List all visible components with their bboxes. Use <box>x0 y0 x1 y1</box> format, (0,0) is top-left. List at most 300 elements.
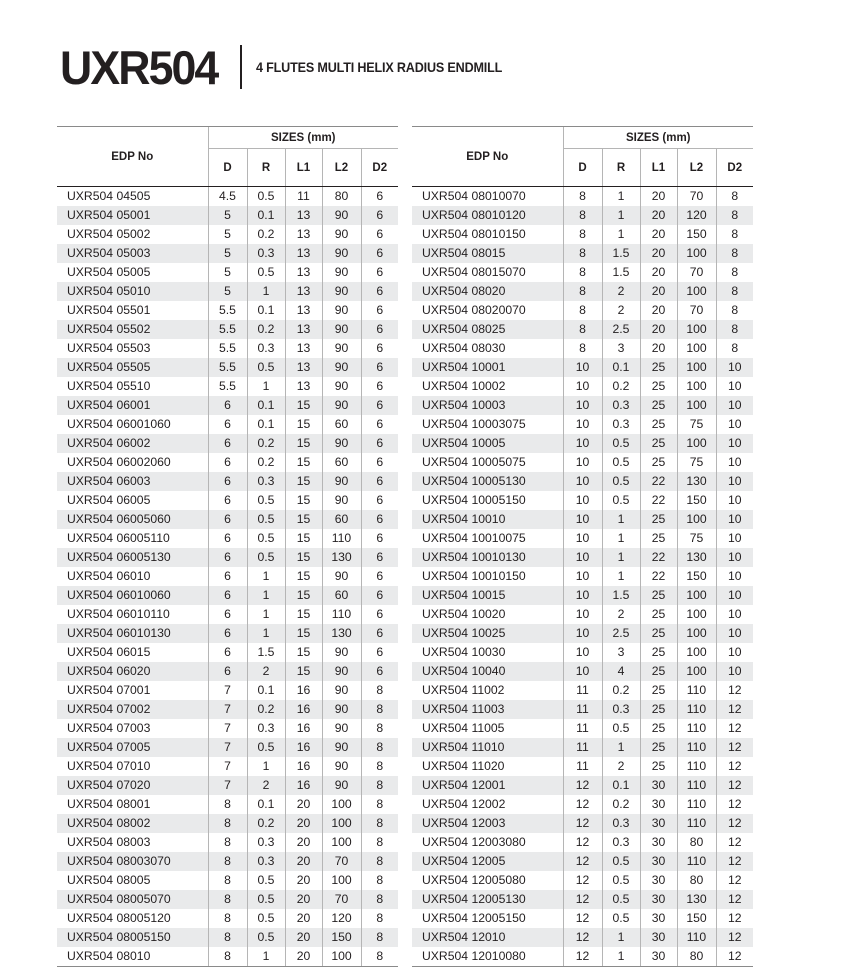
cell-l1: 25 <box>640 415 677 434</box>
cell-l1: 25 <box>640 700 677 719</box>
cell-l1: 13 <box>285 377 322 396</box>
cell-r: 0.3 <box>602 700 640 719</box>
cell-r: 1 <box>247 605 285 624</box>
cell-d2: 12 <box>716 909 753 928</box>
cell-d2: 12 <box>716 852 753 871</box>
cell-l2: 90 <box>322 434 361 453</box>
cell-l1: 30 <box>640 833 677 852</box>
cell-l1: 20 <box>640 320 677 339</box>
cell-d2: 6 <box>361 491 398 510</box>
cell-d: 5.5 <box>208 377 247 396</box>
table-row <box>57 453 398 472</box>
cell-d2: 6 <box>361 548 398 567</box>
cell-edp: UXR504 05003 <box>57 244 208 263</box>
table-row <box>412 187 753 207</box>
cell-d: 8 <box>563 282 602 301</box>
cell-l1: 20 <box>285 852 322 871</box>
cell-r: 0.2 <box>247 814 285 833</box>
cell-d: 8 <box>563 339 602 358</box>
cell-d: 6 <box>208 491 247 510</box>
table-row <box>412 510 753 529</box>
cell-d2: 8 <box>361 814 398 833</box>
cell-l2: 100 <box>677 624 716 643</box>
cell-l2: 90 <box>322 282 361 301</box>
cell-l2: 100 <box>677 643 716 662</box>
cell-r: 0.1 <box>247 206 285 225</box>
cell-l2: 70 <box>322 890 361 909</box>
table-row <box>412 491 753 510</box>
cell-d: 6 <box>208 567 247 586</box>
cell-d2: 6 <box>361 244 398 263</box>
table-row <box>57 339 398 358</box>
cell-edp: UXR504 06010 <box>67 569 151 583</box>
cell-d2: 8 <box>361 947 398 967</box>
cell-edp: UXR504 08015070 <box>422 265 526 279</box>
page-header <box>60 40 529 94</box>
cell-d: 8 <box>208 928 247 947</box>
cell-d: 7 <box>208 738 247 757</box>
table-row <box>57 491 398 510</box>
cell-l2: 75 <box>677 453 716 472</box>
cell-r: 2 <box>602 301 640 320</box>
cell-r: 1 <box>602 510 640 529</box>
cell-edp: UXR504 08010 <box>57 947 208 967</box>
cell-d2: 6 <box>361 282 398 301</box>
table-row <box>57 719 398 738</box>
cell-d: 6 <box>208 396 247 415</box>
cell-edp: UXR504 10002 <box>422 379 506 393</box>
cell-d2: 8 <box>361 700 398 719</box>
cell-l1: 15 <box>285 548 322 567</box>
cell-d2: 8 <box>361 776 398 795</box>
cell-edp: UXR504 08010120 <box>412 206 563 225</box>
table-row <box>412 434 753 453</box>
cell-l1: 25 <box>640 719 677 738</box>
table-row <box>57 833 398 852</box>
cell-l2: 90 <box>322 719 361 738</box>
cell-l2: 90 <box>322 757 361 776</box>
cell-r: 1 <box>247 586 285 605</box>
cell-d: 8 <box>563 206 602 225</box>
cell-d: 8 <box>563 263 602 282</box>
cell-edp: UXR504 08015 <box>412 244 563 263</box>
product-subtitle: 4 FLUTES MULTI HELIX RADIUS ENDMILL <box>255 59 502 75</box>
cell-edp: UXR504 11020 <box>422 759 505 773</box>
table-row <box>57 510 398 529</box>
cell-r: 0.5 <box>602 434 640 453</box>
cell-edp: UXR504 05010 <box>57 282 208 301</box>
cell-r: 0.5 <box>602 491 640 510</box>
cell-r: 1 <box>602 928 640 947</box>
cell-d: 12 <box>563 947 602 967</box>
cell-d: 12 <box>563 852 602 871</box>
cell-r: 0.5 <box>602 719 640 738</box>
cell-l1: 16 <box>285 681 322 700</box>
cell-l2: 90 <box>322 700 361 719</box>
cell-edp: UXR504 07001 <box>67 683 151 697</box>
cell-l2: 150 <box>677 567 716 586</box>
cell-d2: 12 <box>716 757 753 776</box>
cell-l1: 15 <box>285 662 322 681</box>
cell-d2: 6 <box>361 643 398 662</box>
table-row <box>412 548 753 567</box>
table-row <box>57 795 398 814</box>
table-row <box>412 852 753 871</box>
cell-r: 0.5 <box>247 909 285 928</box>
cell-r: 0.5 <box>247 263 285 282</box>
cell-l1: 20 <box>285 890 322 909</box>
cell-r: 0.3 <box>247 719 285 738</box>
cell-edp: UXR504 12005080 <box>422 873 526 887</box>
cell-d2: 6 <box>361 605 398 624</box>
cell-d2: 8 <box>361 871 398 890</box>
cell-d: 5.5 <box>208 339 247 358</box>
cell-edp: UXR504 10005 <box>412 434 563 453</box>
cell-d2: 12 <box>716 700 753 719</box>
cell-edp: UXR504 05002 <box>67 227 151 241</box>
table-row <box>57 947 398 967</box>
cell-l1: 13 <box>285 339 322 358</box>
cell-d2: 6 <box>361 529 398 548</box>
cell-l2: 100 <box>677 434 716 453</box>
table-row <box>57 301 398 320</box>
cell-r: 0.5 <box>602 890 640 909</box>
cell-l1: 22 <box>640 548 677 567</box>
cell-d2: 10 <box>716 548 753 567</box>
cell-d2: 8 <box>361 852 398 871</box>
cell-r: 1 <box>602 225 640 244</box>
cell-r: 2 <box>602 282 640 301</box>
cell-edp: UXR504 05510 <box>67 379 151 393</box>
cell-l1: 15 <box>285 415 322 434</box>
cell-r: 1 <box>602 567 640 586</box>
cell-d: 10 <box>563 567 602 586</box>
cell-l2: 110 <box>322 529 361 548</box>
cell-d: 7 <box>208 757 247 776</box>
cell-edp: UXR504 06010110 <box>67 607 170 621</box>
cell-d2: 6 <box>361 320 398 339</box>
cell-r: 0.1 <box>247 795 285 814</box>
cell-d: 8 <box>563 244 602 263</box>
col-header-l2: L2 <box>322 149 361 187</box>
cell-l1: 25 <box>640 624 677 643</box>
cell-d2: 12 <box>716 814 753 833</box>
cell-edp: UXR504 12005150 <box>422 911 526 925</box>
cell-l2: 100 <box>677 605 716 624</box>
sizes-header: SIZES (mm) <box>208 127 398 149</box>
cell-d2: 12 <box>716 833 753 852</box>
cell-d2: 8 <box>361 928 398 947</box>
cell-l2: 70 <box>677 187 716 207</box>
cell-edp: UXR504 11005 <box>422 721 505 735</box>
cell-d2: 10 <box>716 453 753 472</box>
cell-l1: 15 <box>285 586 322 605</box>
cell-d2: 8 <box>716 244 753 263</box>
cell-d2: 12 <box>716 776 753 795</box>
table-row <box>412 358 753 377</box>
cell-edp: UXR504 10010150 <box>422 569 526 583</box>
table-row <box>412 643 753 662</box>
cell-l1: 15 <box>285 605 322 624</box>
cell-edp: UXR504 05503 <box>67 341 151 355</box>
cell-l1: 20 <box>285 795 322 814</box>
cell-d2: 8 <box>361 833 398 852</box>
cell-l1: 13 <box>285 358 322 377</box>
cell-edp: UXR504 06005110 <box>67 531 170 545</box>
cell-d: 5 <box>208 244 247 263</box>
cell-r: 1 <box>247 624 285 643</box>
cell-l1: 30 <box>640 947 677 967</box>
cell-edp: UXR504 10025 <box>412 624 563 643</box>
cell-d2: 8 <box>361 738 398 757</box>
cell-r: 0.5 <box>247 548 285 567</box>
cell-l1: 15 <box>285 434 322 453</box>
cell-d: 7 <box>208 719 247 738</box>
cell-d2: 10 <box>716 662 753 681</box>
cell-l2: 90 <box>322 339 361 358</box>
cell-l1: 25 <box>640 396 677 415</box>
table-row <box>57 852 398 871</box>
cell-l2: 80 <box>677 833 716 852</box>
cell-d: 12 <box>563 814 602 833</box>
cell-d: 5 <box>208 282 247 301</box>
table-row <box>57 415 398 434</box>
cell-r: 2 <box>602 605 640 624</box>
cell-edp: UXR504 08002 <box>57 814 208 833</box>
cell-l2: 60 <box>322 415 361 434</box>
cell-d: 7 <box>208 700 247 719</box>
cell-r: 1 <box>602 738 640 757</box>
cell-d: 10 <box>563 491 602 510</box>
cell-l1: 20 <box>640 206 677 225</box>
cell-edp: UXR504 08005150 <box>57 928 208 947</box>
cell-l2: 90 <box>322 491 361 510</box>
cell-d: 5.5 <box>208 301 247 320</box>
cell-r: 1 <box>247 947 285 967</box>
cell-r: 1 <box>602 947 640 967</box>
table-row <box>57 757 398 776</box>
cell-l2: 100 <box>322 814 361 833</box>
cell-d: 8 <box>208 871 247 890</box>
cell-edp: UXR504 10010130 <box>412 548 563 567</box>
cell-l1: 20 <box>285 814 322 833</box>
table-row <box>412 719 753 738</box>
cell-d2: 10 <box>716 415 753 434</box>
cell-d2: 8 <box>361 909 398 928</box>
cell-l1: 25 <box>640 358 677 377</box>
table-row <box>57 586 398 605</box>
cell-l2: 90 <box>322 206 361 225</box>
cell-d2: 6 <box>361 225 398 244</box>
cell-l1: 20 <box>285 928 322 947</box>
cell-l2: 110 <box>677 700 716 719</box>
cell-l1: 22 <box>640 472 677 491</box>
cell-d: 6 <box>208 510 247 529</box>
table-row <box>57 263 398 282</box>
cell-l1: 25 <box>640 662 677 681</box>
cell-d: 11 <box>563 719 602 738</box>
cell-d: 6 <box>208 472 247 491</box>
col-header-d2: D2 <box>361 149 398 187</box>
cell-d2: 6 <box>361 453 398 472</box>
cell-l2: 90 <box>322 244 361 263</box>
cell-edp: UXR504 11010 <box>412 738 563 757</box>
col-header-l1: L1 <box>640 149 677 187</box>
cell-d2: 8 <box>361 795 398 814</box>
cell-l2: 110 <box>322 605 361 624</box>
table-row <box>412 605 753 624</box>
cell-l2: 80 <box>322 187 361 207</box>
table-row <box>412 776 753 795</box>
cell-l1: 20 <box>285 909 322 928</box>
cell-r: 1 <box>602 529 640 548</box>
cell-edp: UXR504 08003070 <box>57 852 208 871</box>
cell-r: 1 <box>247 567 285 586</box>
cell-d2: 10 <box>716 605 753 624</box>
table-row <box>57 624 398 643</box>
cell-d2: 6 <box>361 415 398 434</box>
cell-l1: 15 <box>285 643 322 662</box>
cell-edp: UXR504 08020 <box>412 282 563 301</box>
cell-l2: 100 <box>677 339 716 358</box>
cell-l2: 80 <box>677 871 716 890</box>
cell-d2: 6 <box>361 377 398 396</box>
cell-r: 0.1 <box>602 776 640 795</box>
cell-l1: 15 <box>285 510 322 529</box>
edp-header: EDP No <box>412 127 563 187</box>
cell-edp: UXR504 10005130 <box>412 472 563 491</box>
cell-l2: 100 <box>677 586 716 605</box>
cell-l1: 25 <box>640 453 677 472</box>
cell-d2: 10 <box>716 510 753 529</box>
cell-edp: UXR504 12005 <box>412 852 563 871</box>
cell-r: 0.3 <box>602 415 640 434</box>
cell-l2: 90 <box>322 643 361 662</box>
cell-edp: UXR504 10005075 <box>422 455 526 469</box>
cell-l2: 110 <box>677 928 716 947</box>
cell-l2: 90 <box>322 225 361 244</box>
cell-r: 0.5 <box>247 491 285 510</box>
cell-d2: 8 <box>716 320 753 339</box>
cell-d: 7 <box>208 681 247 700</box>
cell-edp: UXR504 08001 <box>67 797 151 811</box>
table-row <box>57 244 398 263</box>
cell-r: 0.5 <box>247 890 285 909</box>
cell-l2: 90 <box>322 396 361 415</box>
cell-l2: 150 <box>677 225 716 244</box>
cell-d: 10 <box>563 548 602 567</box>
cell-d: 12 <box>563 833 602 852</box>
cell-edp: UXR504 07020 <box>57 776 208 795</box>
cell-l1: 11 <box>285 187 322 207</box>
cell-d: 10 <box>563 529 602 548</box>
cell-l1: 15 <box>285 567 322 586</box>
cell-l2: 100 <box>677 282 716 301</box>
spec-table-right <box>412 126 753 967</box>
cell-edp: UXR504 12001 <box>412 776 563 795</box>
cell-r: 0.5 <box>247 871 285 890</box>
table-row <box>57 434 398 453</box>
cell-l2: 70 <box>677 263 716 282</box>
table-row <box>412 814 753 833</box>
cell-d: 10 <box>563 396 602 415</box>
table-row <box>57 681 398 700</box>
table-row <box>57 377 398 396</box>
cell-d2: 6 <box>361 206 398 225</box>
cell-l2: 100 <box>322 795 361 814</box>
cell-d2: 8 <box>716 339 753 358</box>
cell-r: 0.5 <box>247 187 285 207</box>
cell-edp: UXR504 08010150 <box>422 227 526 241</box>
cell-d: 8 <box>208 909 247 928</box>
cell-d: 8 <box>208 947 247 967</box>
cell-l1: 13 <box>285 244 322 263</box>
table-row <box>57 529 398 548</box>
cell-d: 10 <box>563 586 602 605</box>
cell-r: 0.2 <box>602 377 640 396</box>
cell-d2: 10 <box>716 491 753 510</box>
table-body-right <box>412 187 753 967</box>
cell-d2: 10 <box>716 396 753 415</box>
cell-d2: 6 <box>361 510 398 529</box>
cell-l2: 90 <box>322 301 361 320</box>
cell-d2: 6 <box>361 263 398 282</box>
cell-l1: 30 <box>640 909 677 928</box>
cell-l2: 100 <box>322 833 361 852</box>
cell-d: 8 <box>563 225 602 244</box>
cell-l2: 150 <box>322 928 361 947</box>
cell-d: 12 <box>563 928 602 947</box>
table-row <box>412 947 753 967</box>
cell-l2: 90 <box>322 263 361 282</box>
table-row <box>57 567 398 586</box>
table-row <box>412 244 753 263</box>
cell-l1: 15 <box>285 472 322 491</box>
cell-l1: 25 <box>640 738 677 757</box>
table-row <box>412 909 753 928</box>
cell-l1: 16 <box>285 776 322 795</box>
table-row <box>412 206 753 225</box>
cell-r: 1.5 <box>602 244 640 263</box>
cell-l2: 110 <box>677 814 716 833</box>
cell-l2: 90 <box>322 776 361 795</box>
cell-edp: UXR504 12003080 <box>422 835 526 849</box>
cell-d2: 12 <box>716 681 753 700</box>
table-row <box>57 320 398 339</box>
cell-r: 0.3 <box>602 396 640 415</box>
table-row <box>412 928 753 947</box>
cell-d2: 8 <box>716 282 753 301</box>
cell-r: 2 <box>247 776 285 795</box>
cell-d: 12 <box>563 909 602 928</box>
cell-r: 0.5 <box>602 871 640 890</box>
cell-edp: UXR504 06020 <box>57 662 208 681</box>
cell-edp: UXR504 08005070 <box>57 890 208 909</box>
cell-d2: 6 <box>361 624 398 643</box>
table-row <box>57 548 398 567</box>
cell-r: 0.2 <box>602 681 640 700</box>
cell-l2: 110 <box>677 681 716 700</box>
cell-d: 12 <box>563 871 602 890</box>
cell-d: 10 <box>563 510 602 529</box>
table-row <box>57 225 398 244</box>
cell-l1: 22 <box>640 491 677 510</box>
cell-edp: UXR504 12002 <box>422 797 506 811</box>
table-row <box>57 187 398 207</box>
cell-l1: 20 <box>640 187 677 207</box>
cell-d2: 6 <box>361 434 398 453</box>
table-body-left <box>57 187 398 967</box>
